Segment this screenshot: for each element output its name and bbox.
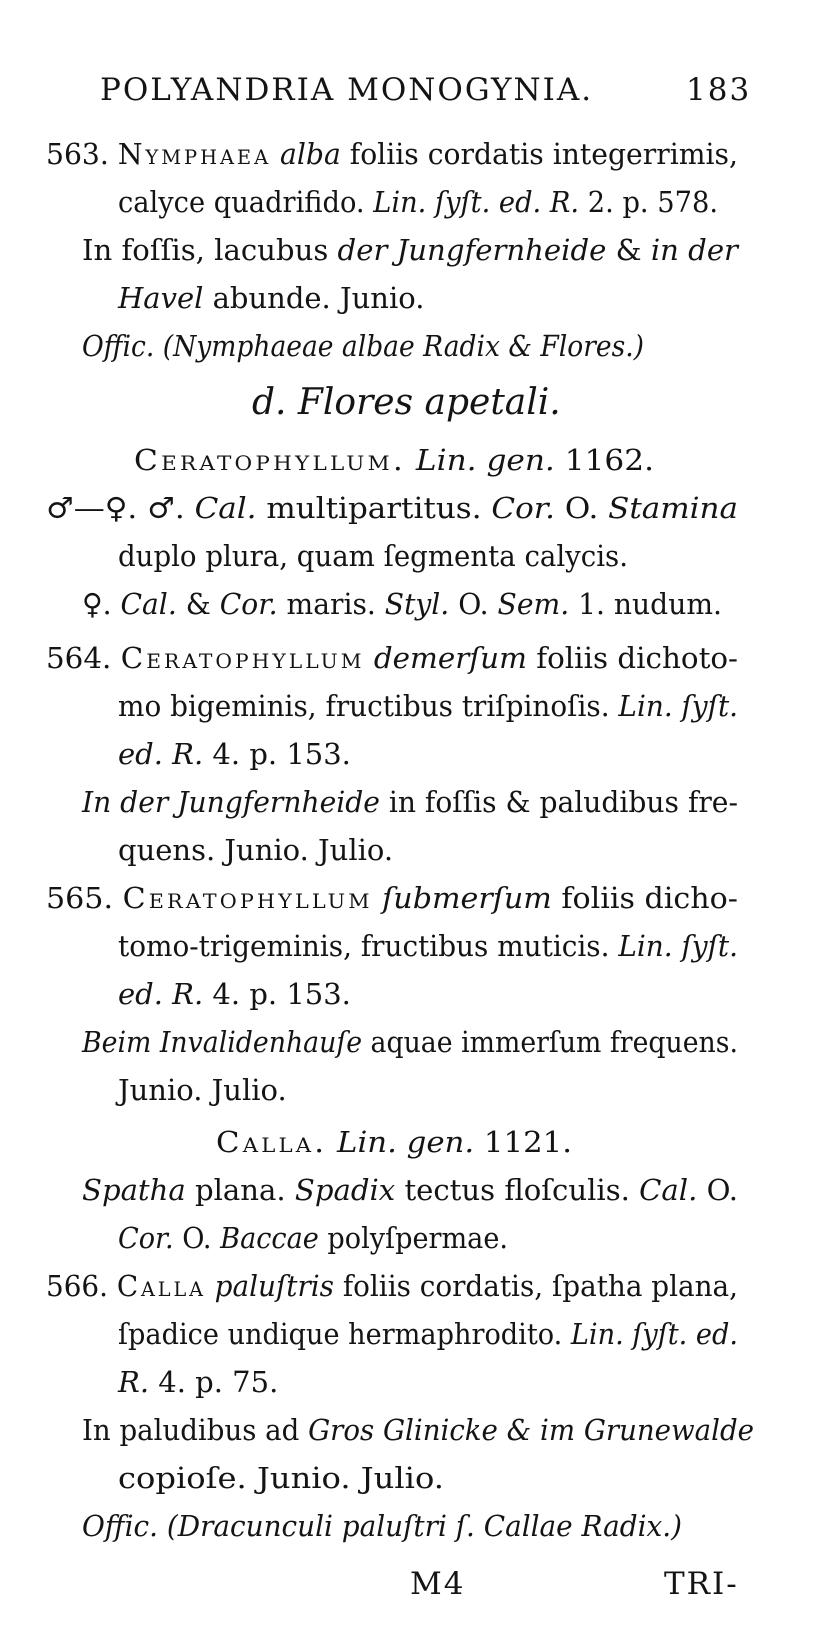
italic-text: alba [280, 137, 341, 171]
italic-text: Cor. [219, 587, 278, 621]
text: foliis dichoto- [526, 641, 738, 675]
text: 4. p. 153. [203, 977, 351, 1011]
text: aquae immerſum frequens. [362, 1025, 738, 1059]
text: tectus floſculis. [395, 1173, 640, 1207]
entry-565-line-2 [118, 928, 738, 964]
text: ♀. [82, 587, 121, 621]
italic-text: Gros Glinicke & im Grunewalde [308, 1413, 754, 1447]
italic-text: paluſtris [214, 1269, 334, 1303]
italic-text: Lin. gen. [415, 443, 555, 477]
entry-566-line-2 [118, 1316, 738, 1352]
line-text [118, 1460, 444, 1496]
text: 564. [46, 641, 121, 675]
italic-text: Lin. gen. [337, 1125, 475, 1159]
line-text [82, 1024, 738, 1060]
italic-text: Baccae [220, 1221, 319, 1255]
entry-564-line-3 [118, 736, 351, 772]
entry-566-line-3 [118, 1364, 278, 1400]
small-caps-text: Ceratophyllum. [134, 443, 406, 477]
line-text [46, 880, 738, 916]
italic-text: in der [650, 233, 738, 267]
entry-566-habitat-line-2 [118, 1460, 444, 1496]
text: mo bigeminis, fructibus triſpinoſis. [118, 689, 619, 723]
text: & [606, 233, 651, 267]
line-text [82, 1172, 738, 1208]
entry-566-line-1 [46, 1268, 738, 1304]
section-title-text: d. Flores apetali. [252, 382, 561, 423]
text: Junio. Julio. [118, 1073, 287, 1107]
line-text [82, 1412, 754, 1448]
calla-char-line-2 [118, 1220, 508, 1256]
text: in foſſis & paludibus fre- [379, 785, 738, 819]
ceratophyllum-char-line-1 [46, 490, 738, 526]
line-text [118, 280, 424, 316]
text: copioſe. Junio. Julio. [118, 1461, 444, 1495]
line-text [118, 1316, 738, 1352]
text: 1162. [554, 443, 655, 477]
line-text [118, 928, 738, 964]
italic-text: Cal. [120, 587, 177, 621]
line-text [46, 490, 738, 526]
text: tomo-trigeminis, fructibus muticis. [118, 929, 619, 963]
entry-564-line-1 [46, 640, 738, 676]
entry-566-officinal [82, 1508, 682, 1544]
line-text [118, 832, 393, 868]
text: 1. nudum. [569, 587, 722, 621]
italic-text: Sem. [497, 587, 570, 621]
text: & [176, 587, 220, 621]
text: abunde. Junio. [203, 281, 425, 315]
ceratophyllum-char-line-3 [82, 586, 722, 622]
entry-563-officinal [82, 328, 644, 364]
italic-text: Cor. [118, 1221, 174, 1255]
line-text [46, 136, 738, 172]
page-number: 183 [686, 72, 752, 108]
line-text [46, 640, 738, 676]
line-text [118, 976, 351, 1012]
line-text [252, 382, 561, 423]
italic-text: Offic. (Dracunculi paluſtri ſ. Callae Radix.) [82, 1509, 682, 1543]
italic-text: Stamina [608, 491, 738, 525]
italic-text: R. [118, 1365, 150, 1399]
italic-text: der Jungfernheide [337, 233, 607, 267]
text: 566. [46, 1269, 117, 1303]
small-caps-text: Ceratophyllum [120, 641, 365, 675]
italic-text: Lin. ſyſt. ed. [570, 1317, 739, 1351]
italic-text: Cal. [194, 491, 257, 525]
italic-text: In der Jungfernheide [82, 785, 380, 819]
text: O. [555, 491, 609, 525]
text: ♂—♀. ♂. [46, 491, 195, 525]
italic-text: Styl. [384, 587, 450, 621]
entry-565-line-3 [118, 976, 351, 1012]
line-text [82, 232, 738, 268]
italic-text: Cal. [639, 1173, 698, 1207]
signature-mark: M4 [410, 1566, 466, 1602]
line-text [118, 1220, 508, 1256]
small-caps-text: Calla [116, 1269, 206, 1303]
text: ſpadice undique hermaphrodito. [118, 1317, 571, 1351]
line-text [118, 1072, 287, 1108]
genus-calla [216, 1124, 572, 1160]
line-text [46, 1268, 738, 1304]
entry-564-line-2 [118, 688, 738, 724]
text [365, 641, 374, 675]
ceratophyllum-char-line-2 [118, 538, 628, 574]
italic-text: Offic. (Nymphaeae albae Radix & Flores.) [82, 329, 645, 363]
text: calyce quadrifido. [118, 185, 374, 219]
line-text [118, 736, 351, 772]
italic-text: Spadix [294, 1173, 396, 1207]
italic-text: Lin. ſyſt. [618, 689, 739, 723]
italic-text: Cor. [491, 491, 556, 525]
running-title: POLYANDRIA MONOGYNIA. [100, 72, 594, 108]
text: duplo plura, quam ſegmenta calycis. [118, 539, 629, 573]
small-caps-text: Nymphaea [117, 137, 272, 171]
entry-566-habitat-line-1 [82, 1412, 754, 1448]
italic-text: Spatha [82, 1173, 186, 1207]
entry-565-habitat-line-1 [82, 1024, 738, 1060]
line-text [118, 688, 738, 724]
text: 2. p. 578. [579, 185, 719, 219]
text [406, 443, 416, 477]
entry-565-habitat-line-2 [118, 1072, 287, 1108]
text [373, 881, 383, 915]
text: plana. [185, 1173, 295, 1207]
italic-text: Lin. ſyſt. ed. R. [373, 185, 580, 219]
text: foliis cordatis integerrimis, [340, 137, 738, 171]
line-text [82, 784, 738, 820]
genus-ceratophyllum [134, 442, 654, 478]
text: foliis cordatis, ſpatha plana, [333, 1269, 739, 1303]
line-text [216, 1124, 572, 1160]
text [206, 1269, 215, 1303]
text: 1121. [474, 1125, 573, 1159]
text: O. [173, 1221, 221, 1255]
entry-563-habitat-line-1 [82, 232, 738, 268]
entry-564-habitat-line-2 [118, 832, 393, 868]
entry-565-line-1 [46, 880, 738, 916]
line-text [118, 1364, 278, 1400]
text: In foſſis, lacubus [82, 233, 338, 267]
italic-text: Beim Invalidenhauſe [82, 1025, 363, 1059]
text: 565. [46, 881, 123, 915]
text: foliis dicho- [551, 881, 738, 915]
text: 563. [46, 137, 118, 171]
text: multipartitus. [256, 491, 492, 525]
entry-564-habitat-line-1 [82, 784, 738, 820]
text: polyſpermae. [318, 1221, 508, 1255]
line-text [82, 586, 722, 622]
text: 4. p. 75. [149, 1365, 279, 1399]
text: 4. p. 153. [203, 737, 351, 771]
line-text [82, 1508, 682, 1544]
text: O. [697, 1173, 739, 1207]
line-text [134, 442, 654, 478]
section-heading [252, 382, 561, 423]
text [327, 1125, 337, 1159]
italic-text: Havel [118, 281, 204, 315]
text: In paludibus ad [82, 1413, 309, 1447]
text: O. [449, 587, 498, 621]
entry-563-habitat-line-2 [118, 280, 424, 316]
italic-text: ſubmerſum [382, 881, 552, 915]
small-caps-text: Calla. [216, 1125, 328, 1159]
italic-text: ed. R. [118, 977, 204, 1011]
italic-text: ed. R. [118, 737, 204, 771]
entry-563-line-1 [46, 136, 738, 172]
catchword: TRI- [664, 1566, 739, 1602]
line-text [82, 328, 644, 364]
italic-text: demerſum [373, 641, 527, 675]
entry-563-line-2 [118, 184, 718, 220]
calla-char-line-1 [82, 1172, 738, 1208]
italic-text: Lin. ſyſt. [618, 929, 738, 963]
text: maris. [277, 587, 385, 621]
line-text [118, 538, 628, 574]
text: quens. Junio. Julio. [118, 833, 394, 867]
small-caps-text: Ceratophyllum [122, 881, 373, 915]
line-text [118, 184, 718, 220]
